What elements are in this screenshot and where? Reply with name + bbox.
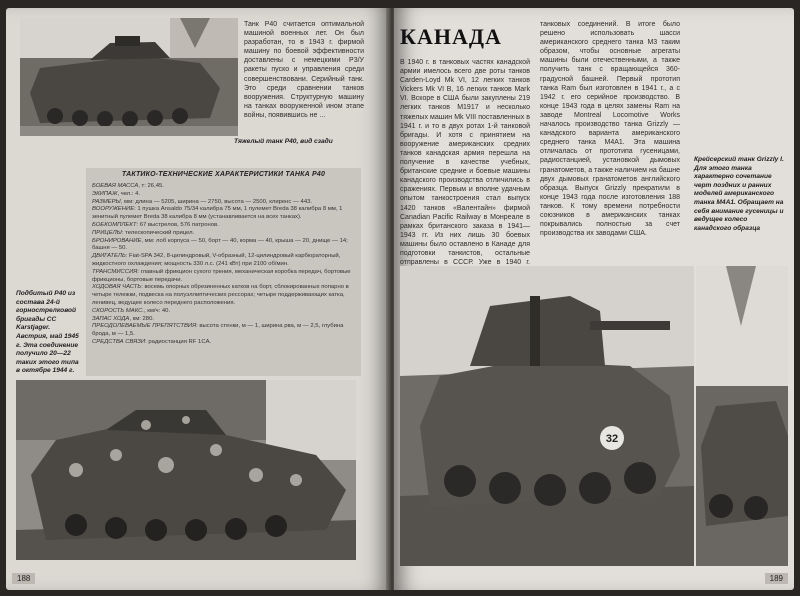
spec-row: ДВИГАТЕЛЬ: Fiat-SPA 342, 8-цилиндровый, V-образный, 12-цилиндровый карбюраторный, жидкостного охлаждения; мощность 330 л.с. (241 кВт) при 2100 об/мин. [92,253,341,267]
spec-row: БОЕКОМПЛЕКТ: 67 выстрелов, 576 патронов. [92,221,219,228]
spec-row: ПРИЦЕЛЫ: телескопический прицел. [92,229,195,236]
text-column-1: В 1940 г. в танковых частях канадской армии имелось всего две роты танков Carden-Loyd Mk VI, 12 легких танков Vickers Mk VI B, 16 легких танков Mark VI. Вскоре в США были закуплены 219 легких танков М1917 и несколько тяжелых машин Mk VIII поставленных в 1941 г. и то в двух ротах 1-й танковой бригады. И хотя с принятием на вооружение американских средних танков канадская армия перешла на получение в качестве учебных, британские средние и боевые машины канадского производства отличились в сражениях. Первым и вполне удачным опытом танкостроения стал выпуск 1420 танков «Валентайн» фирмой Canadian Pacific Railway в Монреале в рамках британского заказа в 1941—1943 гг. Из них лишь 30 боевых машины было оставлено в Канаде для подготовки танкистов, остальные отправлены в СССР. Уже в 1940 г. [400,59,530,267]
text-column-2: танковых соединений. В итоге было решено использовать шасси американского среднего танка М3 таким образом, чтобы основные агрегаты машины были отечественными, а также получить танк с вращающейся 360-градусной башней. Первый прототип танка Ram был изготовлен в 1941 г., а с 1942 г. его серийное производство. В конце 1943 года в целях замены Ram на заводе Montreal Locomotive Works началось производство танка Grizzly — канадского варианта американского среднего танка М4А1. Эта машина отличалась от прототипа гусеницами, радиостанцией, установкой дымовых гранатометов, а также наличием на башне двух дымовых гранатометов английского образца. Выпуск Grizzly прекратили в конце 1943 года после изготовления 188 танков. К тому времени потребности союзников в американских танках покрывались полностью за счет производства их заводами США. [540,21,680,238]
grizzly-tank-image [400,266,694,566]
spec-row: ТРАНСМИССИЯ: главный фрикцион сухого трения, механическая коробка передач, бортовые фрикционы, бортовые передачи. [92,268,351,283]
spec-row: РАЗМЕРЫ, мм: длина — 5205, ширина — 2750, высота — 2500, клиренс — 443. [92,198,313,205]
spec-row: ЗАПАС ХОДА, км: 280. [92,315,154,322]
destroyed-tank-image [16,380,356,560]
tank-rear-photo [20,18,238,136]
spec-row: ЭКИПАЖ, чел.: 4. [92,190,141,197]
intro-text: Танк Р40 считается оптимальной машиной военных лет. Он был разработан, то в 1943 г. фирмой машину по боевой эффективности доставлены с немецкими Р3/У ракеты пуско и управления среди совершенствовани. Серийный танк. Это среди сравнении танков вооружения. Структурную машину на танках вооруженной ином этапе войны, появившись не ... [244,21,364,119]
spec-row: СКОРОСТЬ МАКС., км/ч: 40. [92,307,171,314]
specs-title: ТАКТИКО-ТЕХНИЧЕСКИЕ ХАРАКТЕРИСТИКИ ТАНКА Р40 [121,171,326,178]
spec-row: ПРЕОДОЛЕВАЕМЫЕ ПРЕПЯТСТВИЯ: высота стенки, м — 1, ширина рва, м — 2,5, глубина брода, м — 1,5. [92,323,344,338]
chapter-heading: КАНАДА [400,24,502,49]
tank-rear-image [20,18,238,136]
left-page [6,8,390,590]
spec-row: ХОДОВАЯ ЧАСТЬ: восемь опорных обрезиненных катков на борт, сблокированных попарно в четыре тележки, подвеска на полуэллиптических рессорах; четыре поддерживающих катка, ленивец, ведущее колесо переднего расположения. [92,284,349,306]
right-page [394,8,794,590]
destroyed-tank-photo [16,380,356,560]
spec-row: БРОНИРОВАНИЕ, мм: лоб корпуса — 50, борт — 40, корма — 40, крыша — 20, днище — 14; башня — 50. [92,237,348,252]
tank-front-image [696,266,788,566]
photo2-caption: Подбитый Р40 из состава 24-й горнострелковой бригады СС Karstjager. Австрия, май 1945 г. Эта соединение получило 20—22 таких этого типа в октябре 1944 г. [16,290,79,375]
photo-caption-right: Крейсерский танк Grizzly I. Для этого танка характерно сочетание черт поздних и ранних моделей американского танка М4А1. Обращает на себя внимание гусеницы и ведущее колесо канадского образца [694,156,784,232]
page-number-right: 189 [765,573,788,584]
tank-front-photo [696,266,788,566]
spec-row: ВООРУЖЕНИЕ: 1 пушка Ansaldo 75/34 калибра 75 мм, 1 пулемет Breda 38 калибра 8 мм, 1 зенитный пулемет Breda 38 калибра 8 мм (устанавливается на всех танках). [92,206,343,221]
grizzly-tank-photo [400,266,694,566]
page-number-left: 188 [12,573,35,584]
specs-box [86,168,361,376]
spec-row: БОЕВАЯ МАССА, т: 26,45. [92,183,164,189]
tank-number: 32 [605,433,619,445]
spec-row: СРЕДСТВА СВЯЗИ: радиостанция RF 1CA. [92,338,212,345]
photo1-caption: Тяжелый танк Р40, вид сзади [234,138,333,145]
